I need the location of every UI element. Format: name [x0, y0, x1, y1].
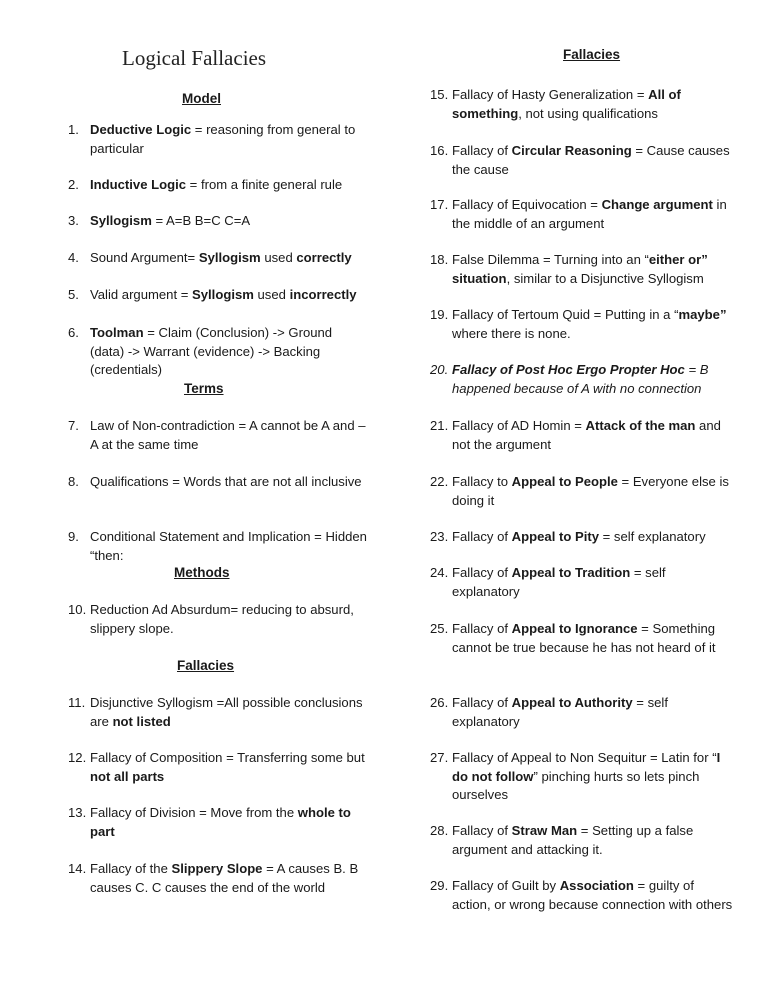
bold-term: correctly: [296, 250, 352, 265]
heading-model: Model: [182, 91, 221, 106]
item-number: 8.: [68, 474, 79, 489]
item-number: 4.: [68, 250, 79, 265]
item-text: [90, 324, 368, 380]
heading-fallacies-right: Fallacies: [563, 47, 621, 62]
item-number: 16.: [430, 143, 449, 158]
text-run: = self explanatory: [452, 695, 668, 729]
item-text: [452, 528, 735, 547]
item-text: [90, 286, 368, 305]
item-text: [90, 176, 368, 195]
item-number: 29.: [430, 878, 449, 893]
item-number: 23.: [430, 529, 449, 544]
item-text: [452, 822, 735, 859]
item-number: 6.: [68, 325, 79, 340]
bold-term: Syllogism: [192, 287, 254, 302]
item-number: 19.: [430, 307, 449, 322]
text-run: = A=B B=C C=A: [151, 213, 251, 228]
list-item: [430, 620, 735, 657]
item-text: [452, 86, 735, 123]
item-text: [90, 694, 368, 731]
text-run: = Everyone else is doing it: [452, 474, 729, 508]
text-run: Fallacy to: [452, 474, 512, 489]
text-run: Disjunctive Syllogism =All possible conclusions are: [90, 695, 363, 729]
item-number: 10.: [68, 602, 87, 617]
text-run: = self explanatory: [598, 529, 706, 544]
item-number: 5.: [68, 287, 79, 302]
text-run: , similar to a Disjunctive Syllogism: [506, 270, 704, 286]
text-run: = Claim (Conclusion) -> Ground (data) -> Warrant (evidence) -> Backing (credentials): [90, 325, 333, 377]
text-run: = A causes B. B causes C. C causes the end of the world: [90, 861, 359, 895]
text-run: Fallacy of: [452, 621, 512, 636]
text-run: , not using qualifications: [518, 105, 658, 121]
text-run: in the middle of an argument: [452, 197, 727, 231]
item-number: 11.: [68, 695, 86, 710]
item-text: [452, 749, 735, 805]
text-run: used: [260, 250, 297, 265]
list-item: [68, 804, 368, 841]
text-run: used: [253, 287, 290, 302]
list-item: [430, 86, 735, 123]
list-item: [430, 749, 735, 805]
bold-term: Appeal to Pity: [511, 529, 599, 544]
item-text: [90, 249, 368, 268]
text-run: = Something cannot be true because he has not heard of it: [452, 621, 716, 655]
bold-term: Appeal to People: [511, 474, 618, 489]
item-number: 15.: [430, 87, 449, 102]
text-run: False Dilemma = Turning into an “: [452, 252, 649, 267]
bold-term: Appeal to Tradition: [511, 565, 631, 580]
item-number: 7.: [68, 418, 79, 433]
item-text: [452, 473, 735, 510]
item-text: [90, 601, 368, 638]
text-run: Qualifications = Words that are not all inclusive: [90, 474, 362, 489]
text-run: Fallacy of AD Homin =: [452, 418, 586, 433]
bold-term: Appeal to Authority: [511, 695, 633, 710]
item-number: 9.: [68, 529, 79, 544]
item-text: [90, 121, 368, 158]
item-text: [452, 877, 735, 914]
item-text: [452, 694, 735, 731]
text-run: Fallacy of Guilt by: [452, 878, 560, 893]
text-run: Fallacy of Division = Move from the: [90, 805, 298, 820]
text-run: Sound Argument=: [90, 250, 199, 265]
item-text: [452, 306, 735, 343]
item-number: 17.: [430, 197, 449, 212]
item-number: 2.: [68, 177, 79, 192]
text-run: Valid argument =: [90, 287, 193, 302]
list-item: [430, 694, 735, 731]
list-item: [430, 196, 735, 233]
bold-term: I do not follow: [452, 750, 721, 784]
item-number: 22.: [430, 474, 449, 489]
text-run: = guilty of action, or wrong because connection with others: [452, 878, 733, 912]
bold-term: Circular Reasoning: [511, 143, 632, 158]
item-number: 27.: [430, 750, 449, 765]
text-run: = Cause causes the cause: [452, 143, 730, 177]
bold-term: not all parts: [90, 768, 165, 784]
item-number: 25.: [430, 621, 449, 636]
item-text: [452, 361, 735, 398]
text-run: Fallacy of: [452, 823, 512, 838]
text-run: Fallacy of the: [90, 861, 172, 876]
list-item: [68, 121, 368, 158]
item-text: [90, 417, 368, 454]
text-run: = from a finite general rule: [186, 177, 343, 192]
text-run: Fallacy of Equivocation =: [452, 197, 602, 212]
bold-term: Attack of the man: [585, 418, 696, 433]
bold-term: Association: [559, 878, 634, 893]
list-item: [68, 749, 368, 786]
item-text: [452, 620, 735, 657]
item-number: 20.: [430, 362, 449, 377]
item-text: [90, 528, 368, 565]
item-number: 21.: [430, 418, 449, 433]
bold-term: Straw Man: [511, 823, 578, 838]
item-number: 24.: [430, 565, 449, 580]
bold-term: All of something: [452, 87, 681, 121]
bold-term: maybe”: [678, 307, 727, 322]
text-run: Fallacy of Appeal to Non Sequitur = Latin for “: [452, 750, 717, 765]
text-run: Fallacy of: [452, 565, 512, 580]
list-item: [68, 473, 368, 492]
text-run: Fallacy of Composition = Transferring some but: [90, 750, 365, 765]
page-title: Logical Fallacies: [122, 46, 267, 70]
list-item: [68, 176, 368, 195]
item-text: [90, 804, 368, 841]
list-item: [430, 361, 735, 398]
bold-term: Change argument: [601, 197, 713, 212]
list-item: [430, 473, 735, 510]
list-item: [68, 860, 368, 897]
text-run: Reduction Ad Absurdum= reducing to absurd, slippery slope.: [90, 602, 354, 636]
bold-term: not listed: [112, 713, 171, 729]
text-run: Fallacy of Hasty Generalization =: [452, 87, 649, 102]
list-item: [68, 694, 368, 731]
text-run: Law of Non-contradiction = A cannot be A and –A at the same time: [90, 418, 366, 452]
text-run: ” pinching hurts so lets pinch ourselves: [452, 768, 700, 802]
bold-term: Slippery Slope: [171, 861, 263, 876]
item-text: [452, 417, 735, 454]
text-run: = self explanatory: [452, 565, 666, 599]
item-number: 18.: [430, 252, 449, 267]
item-text: [90, 749, 368, 786]
text-run: Fallacy of Tertoum Quid = Putting in a “: [452, 307, 679, 322]
list-item: [430, 142, 735, 179]
item-text: [452, 251, 735, 288]
item-text: [452, 564, 735, 601]
text-run: Fallacy of: [452, 143, 512, 158]
list-item: [68, 212, 368, 231]
list-item: [430, 306, 735, 343]
list-item: [68, 417, 368, 454]
bold-term: whole to part: [90, 805, 351, 839]
list-item: [68, 528, 368, 565]
heading-terms: Terms: [184, 381, 224, 396]
bold-term: Inductive Logic: [90, 177, 187, 192]
list-item: [68, 286, 368, 305]
text-run: = reasoning from general to particular: [90, 122, 356, 156]
item-text: [90, 860, 368, 897]
heading-methods: Methods: [174, 565, 230, 580]
item-text: [90, 473, 368, 492]
item-number: 26.: [430, 695, 449, 710]
list-item: [68, 324, 368, 380]
text-run: where there is none.: [452, 325, 571, 341]
bold-term: incorrectly: [289, 287, 357, 302]
bold-term: Toolman: [90, 325, 144, 340]
list-item: [430, 417, 735, 454]
text-run: = B happened because of A with no connection: [452, 362, 709, 396]
list-item: [430, 822, 735, 859]
list-item: [430, 251, 735, 288]
bold-term: Deductive Logic: [90, 122, 192, 137]
list-item: [68, 601, 368, 638]
text-run: = Setting up a false argument and attacking it.: [452, 823, 694, 857]
bold-term: Syllogism: [90, 213, 152, 228]
text-run: Fallacy of: [452, 695, 512, 710]
item-number: 3.: [68, 213, 79, 228]
bold-term: Appeal to Ignorance: [511, 621, 638, 636]
item-number: 1.: [68, 122, 79, 137]
bold-term: Fallacy of Post Hoc Ergo Propter Hoc: [452, 362, 685, 377]
item-number: 28.: [430, 823, 449, 838]
item-text: [452, 142, 735, 179]
heading-fallacies-left: Fallacies: [177, 658, 235, 673]
bold-term: either or” situation: [452, 252, 708, 286]
item-number: 12.: [68, 750, 87, 765]
item-text: [452, 196, 735, 233]
list-item: [430, 528, 735, 547]
text-run: and not the argument: [452, 418, 721, 452]
list-item: [430, 877, 735, 914]
item-number: 13.: [68, 805, 87, 820]
list-item: [430, 564, 735, 601]
item-text: [90, 212, 368, 231]
bold-term: Syllogism: [198, 250, 261, 265]
item-number: 14.: [68, 861, 87, 876]
list-item: [68, 249, 368, 268]
text-run: Fallacy of: [452, 529, 512, 544]
text-run: Conditional Statement and Implication = Hidden “then:: [90, 529, 367, 563]
